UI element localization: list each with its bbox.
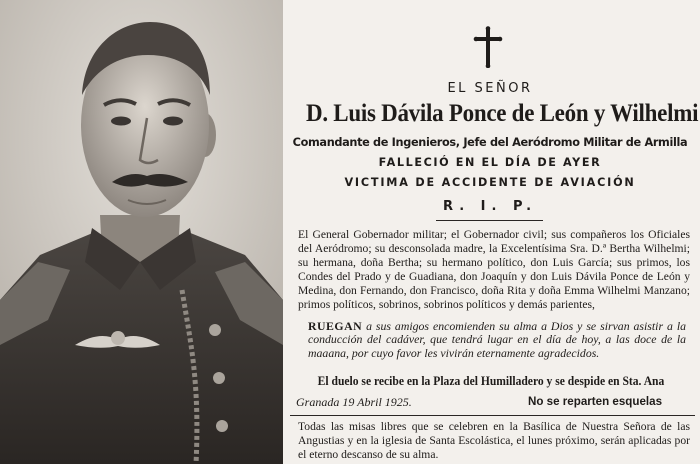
portrait-photo xyxy=(0,0,283,464)
request-text: a sus amigos encomienden su alma a Dios y se sirvan asistir a la conducción del cadáver, que tendrá lugar en el día de hoy, a las doce de la maaana, por cuyo favor les vivirán eternamente agradecidos. xyxy=(308,319,686,360)
no-cards-notice: No se reparten esquelas xyxy=(528,395,663,408)
request-paragraph xyxy=(308,320,686,360)
masses-paragraph: Todas las misas libres que se celebren en la Basílica de Nuestra Señora de las Angustias y en la iglesia de Santa Escolástica, el lunes próximo, serán aplicadas por el eterno descanso de su alma. xyxy=(298,420,690,461)
deceased-name: D. Luis Dávila Ponce de León y Wilhelmi xyxy=(306,100,699,127)
death-line-1: FALLECIÓ EN EL DÍA DE AYER xyxy=(378,156,602,169)
obituary-text-column xyxy=(290,0,700,464)
deceased-rank: Comandante de Ingenieros, Jefe del Aeródromo Militar de Armilla xyxy=(292,136,688,149)
place-date: Granada 19 Abril 1925. xyxy=(296,395,412,409)
rip-label: R. I. P. xyxy=(442,199,538,214)
latin-cross-icon xyxy=(473,26,503,68)
mourners-paragraph: El General Gobernador militar; el Gobernador civil; sus compañeros los Oficiales del Aeródromo; su desconsolada madre, la Excelentísima Sra. D.ª Bertha Wilhelmi; su hermana, doña Bertha; su hermano político, don Luis García; sus primos, los Condes del Prado y de Guadiana, don Joaquín y don Luis Dávila Ponce de León y Medina, don Fernando, don Francisco, doña Rita y doña Emma Wilhelmi Manzano; primos políticos, sobrinos, sobrinos políticos y demás parientes, xyxy=(298,228,690,312)
divider-full xyxy=(290,415,695,416)
divider-short xyxy=(436,220,543,221)
death-line-2: VICTIMA DE ACCIDENTE DE AVIACIÓN xyxy=(344,176,636,189)
heading-el-senor: EL SEÑOR xyxy=(447,81,533,96)
cortege-line: El duelo se recibe en la Plaza del Humilladero y se despide en Sta. Ana xyxy=(317,374,665,388)
request-lead: RUEGAN xyxy=(308,319,363,333)
